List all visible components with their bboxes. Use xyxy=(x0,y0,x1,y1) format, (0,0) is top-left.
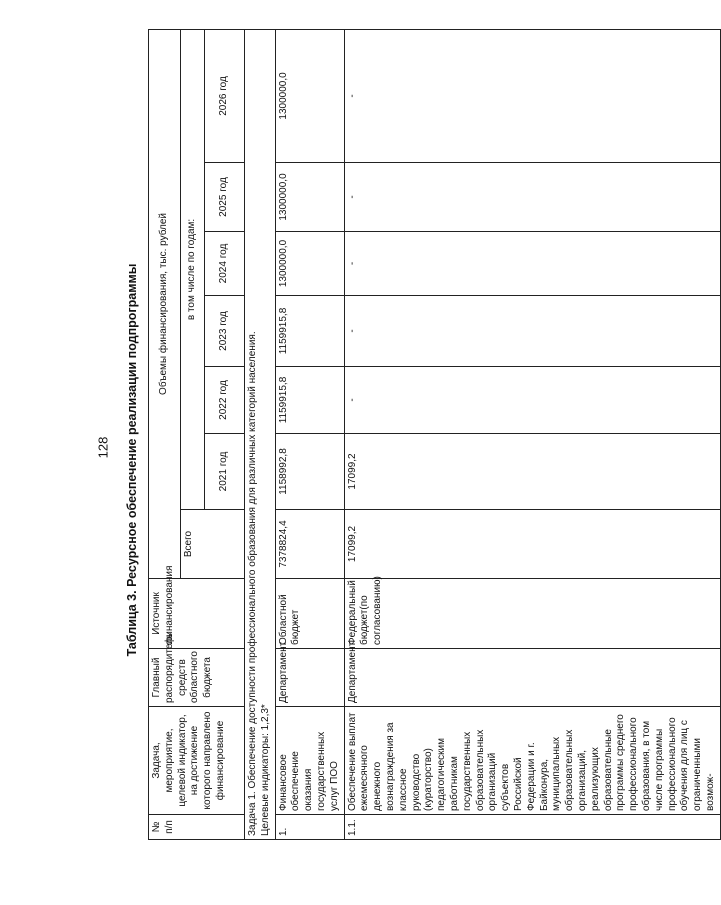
header-num: № п/п xyxy=(149,815,245,840)
header-volumes: Объемы финансирования, тыс. рублей xyxy=(149,29,181,578)
task-indicators: Целевые индикаторы: 1,2,3* xyxy=(259,704,271,836)
row-year-2021: 1158992,8 xyxy=(275,434,344,510)
row-year-2026: 1300000,0 xyxy=(275,29,344,162)
header-admin: Главный распорядитель средств областного бюджета xyxy=(149,649,245,707)
header-year-2024: 2024 год xyxy=(205,232,245,296)
header-task: Задача, мероприятие, целевой индикатор, на достижение которого направлено финансирование xyxy=(149,707,245,815)
row-num: 1. xyxy=(275,815,344,840)
row-year-2026: - xyxy=(344,29,720,162)
row-year-2022: 1159915,8 xyxy=(275,367,344,434)
row-source: Федеральный бюджет(по согласованию) xyxy=(344,579,720,649)
resource-table xyxy=(148,29,721,840)
header-year-2022: 2022 год xyxy=(205,367,245,434)
row-year-2022: - xyxy=(344,367,720,434)
row-year-2025: - xyxy=(344,163,720,232)
row-source: Областной бюджет xyxy=(275,579,344,649)
header-year-2021: 2021 год xyxy=(205,434,245,510)
header-year-2023: 2023 год xyxy=(205,296,245,367)
row-total: 17099,2 xyxy=(344,510,720,579)
page-number: 128 xyxy=(95,436,111,459)
table-row xyxy=(275,29,344,839)
row-year-2024: - xyxy=(344,232,720,296)
table-row xyxy=(344,29,720,839)
row-year-2025: 1300000,0 xyxy=(275,163,344,232)
rotated-page xyxy=(120,30,716,890)
header-year-2025: 2025 год xyxy=(205,163,245,232)
header-row-1 xyxy=(149,29,181,839)
row-total: 7378824,4 xyxy=(275,510,344,579)
task-cell xyxy=(245,29,276,839)
task-row xyxy=(245,29,276,839)
row-text: Обеспечение выплат ежемесячного денежного вознаграждения за классное руководство (кураторство) педагогическим работникам государственных образовательных организаций субъектов Российской Федерации и г. Байконура, муниципальных образовательных организаций, реализующих образовательные программы среднего профессионального образования, в том числе программы профессионального обучения для лиц с ограниченными возмож- xyxy=(344,707,720,815)
table-title: Таблица 3. Ресурсное обеспечение реализации подпрограммы xyxy=(125,263,139,657)
row-year-2024: 1300000,0 xyxy=(275,232,344,296)
row-year-2023: - xyxy=(344,296,720,367)
row-year-2021: 17099,2 xyxy=(344,434,720,510)
header-total: Всего xyxy=(181,510,245,579)
header-source: Источник финансирования xyxy=(149,579,245,649)
row-text: Финансовое обеспечение оказания государственных услуг ПОО xyxy=(275,707,344,815)
row-year-2023: 1159915,8 xyxy=(275,296,344,367)
header-by-years: в том числе по годам: xyxy=(181,29,205,509)
row-admin: Департамент xyxy=(344,649,720,707)
row-admin: Департамент xyxy=(275,649,344,707)
header-year-2026: 2026 год xyxy=(205,29,245,162)
row-num: 1.1. xyxy=(344,815,720,840)
task-title: Задача 1. Обеспечение доступности профессионального образования для различных категорий населения. xyxy=(247,331,258,836)
